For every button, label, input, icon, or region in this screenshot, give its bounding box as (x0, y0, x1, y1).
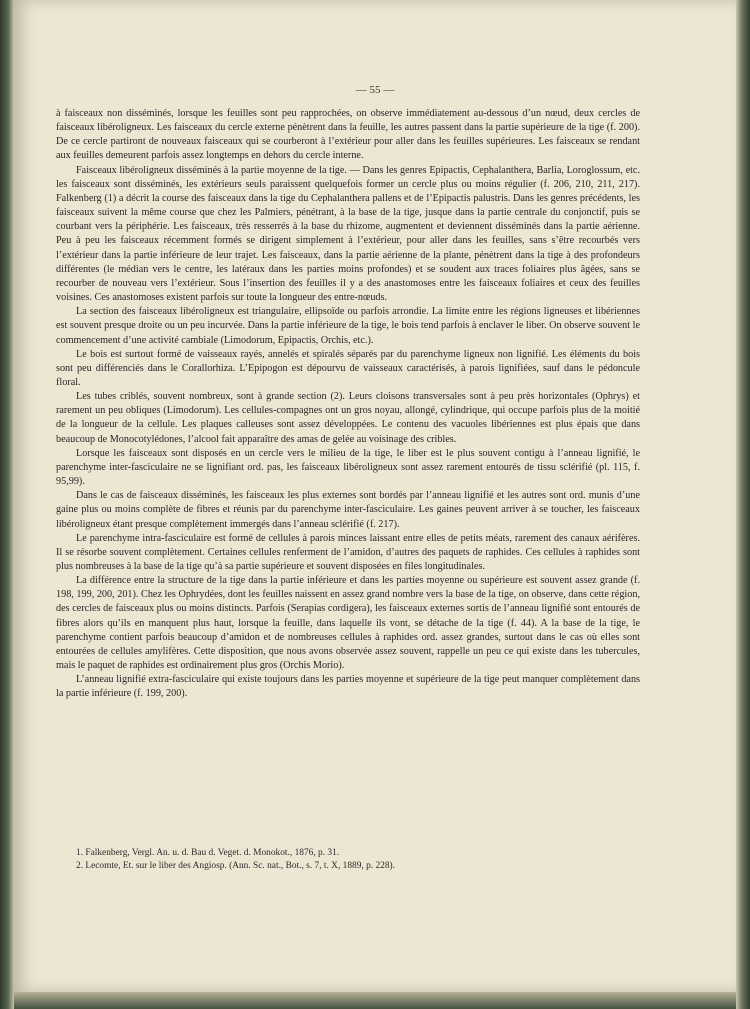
footnote: 2. Lecomte, Et. sur le liber des Angiosp. (Ann. Sc. nat., Bot., s. 7, t. X, 1889, p. 228). (76, 861, 395, 871)
page-number: — 55 — (355, 84, 395, 96)
body-text (56, 107, 640, 702)
book-board-edge (736, 0, 750, 1009)
paragraph: Les tubes criblés, souvent nombreux, sont à grande section (2). Leurs cloisons transversales sont à peu près horizontales (Ophrys) et rarement un peu obliques (Limodorum). Les cellules-compagnes ont un gros noyau, allongé, cylindrique, qui occupe parfois plus de la moitié de la longueur de la cellule. Les plaques calleuses sont assez développées. Le contenu des vacuoles libériennes est plus épais que dans beaucoup de Monocotylédones, l’alcool fait apparaître des amas de gelée au voisinage des cribles. (56, 391, 640, 445)
paragraph: Dans le cas de faisceaux disséminés, les faisceaux les plus externes sont bordés par l’anneau lignifié et les autres sont ord. munis d’une gaine plus ou moins complète de fibres et réunis par du parenchyme inter-fasciculaire. Les gaines peuvent arriver à se toucher, les faisceaux libéroligneux étant presque complètement immergés dans l’anneau sclérifié (f. 217). (56, 490, 640, 530)
paragraph: Lorsque les faisceaux sont disposés en un cercle vers le milieu de la tige, le liber est le plus souvent contigu à l’anneau lignifié, le parenchyme inter-fasciculaire ne se lignifiant ord. pas, les faisceaux libéroligneux sont assez rarement entourés de tissu sclérifié (pl. 115, f. 95,99). (56, 447, 640, 488)
paragraph: Le bois est surtout formé de vaisseaux rayés, annelés et spiralés séparés par du parenchyme ligneux non lignifié. Les éléments du bois sont peu différenciés dans le Corallorhiza. L’Epipogon est dépourvu de vaisseaux caractérisés, à parois lignifiées, sauf dans le pédoncule floral. (56, 348, 640, 388)
paragraph: Le parenchyme intra-fasciculaire est formé de cellules à parois minces laissant entre elles de petits méats, rarement des canaux aérifères. Il se résorbe souvent complètement. Certaines cellules renferment de l’amidon, d’autres des paquets de raphides. Ces cellules à raphides sont plus nombreuses à la base de la tige qu’à sa partie supérieure et souvent disposées en files longitudinales. (56, 532, 640, 572)
book-page (14, 0, 736, 992)
book-bottom-edge (14, 992, 736, 1009)
footnote: 1. Falkenberg, Vergl. An. u. d. Bau d. Veget. d. Monokot., 1876, p. 31. (76, 848, 340, 858)
footnotes (76, 847, 636, 873)
paragraph: Faisceaux libéroligneux disséminés à la partie moyenne de la tige. — Dans les genres Epipactis, Cephalanthera, Barlia, Loroglossum, etc. les faisceaux sont disséminés, les extérieurs seuls paraissent quelquefois former un cercle plus ou moins régulier (f. 206, 210, 211, 217). Falkenberg (1) a décrit la course des faisceaux dans la tige du Cephalanthera pallens et de l’Epipactis palustris. Dans les genres précédents, les faisceaux suivent la même course que chez les Palmiers, pénétrant, à la base de la tige, jusque dans la partie centrale du conjonctif, puis se courbant vers la périphérie. Les faisceaux, très resserrés à la base du rhizome, augmentent et deviennent disséminés dans la partie aérienne. Peu à peu les faisceaux récemment formés se dirigent simplement à l’extérieur, pour aller dans les feuilles, sans s’être recourbés vers l’extérieur dans la partie inférieure de leur trajet. Les faisceaux, dans la partie aérienne de la plante, pénètrent dans la tige à des profondeurs différentes (le médian vers le centre, les latéraux dans les parties moins profondes) et se soudent aux traces foliaires plus âgées, sans se recourber de nouveau vers l’extérieur. Sous l’insertion des feuilles il y a des anastomoses entre les faisceaux foliaires et ceux des feuilles voisines. Ces anastomoses existent parfois sur toute la longueur des entre-nœuds. (56, 164, 640, 304)
book-spine (0, 0, 14, 1009)
paragraph: La section des faisceaux libéroligneux est triangulaire, ellipsoïde ou parfois arrondie. La limite entre les régions ligneuses et libériennes est souvent presque droite ou un peu incurvée. Dans la partie inférieure de la tige, le bois tend parfois à enclaver le liber. On observe souvent le commencement d’une activité cambiale (Limodorum, Epipactis, Orchis, etc.). (56, 306, 640, 346)
paragraph: L’anneau lignifié extra-fasciculaire qui existe toujours dans les parties moyenne et supérieure de la tige peut manquer complètement dans la partie inférieure (f. 199, 200). (56, 674, 640, 700)
paragraph: La différence entre la structure de la tige dans la partie inférieure et dans les parties moyenne ou supérieure est souvent assez grande (f. 198, 199, 200, 201). Chez les Ophrydées, dont les feuilles naissent en assez grand nombre vers la base de la tige, on observe, dans cette région, des cercles de faisceaux plus ou moins distincts. Parfois (Serapias cordigera), les faisceaux externes sortis de l’anneau lignifié sont entourés de fibres alors qu’ils en manquent plus haut, lorsque la feuille, dans laquelle ils vont, se détache de la tige (f. 44). A la base de la tige, le parenchyme contient parfois beaucoup d’amidon et de nombreuses cellules à raphides ord. assez grandes, surtout dans le cas où elles sont entourées de cellules amylifères. Cette disposition, que nous avons observée assez souvent, rappelle un peu ce qui existe dans les tubercules, mais le paquet de raphides est ordinairement plus gros (Orchis Morio). (56, 575, 640, 672)
paragraph: à faisceaux non disséminés, lorsque les feuilles sont peu rapprochées, on observe immédiatement au-dessous d’un nœud, deux cercles de faisceaux libéroligneux. Les faisceaux du cercle externe pénètrent dans la feuille, les autres passent dans la partie supérieure de la tige (f. 200). De ce cercle partiront de nouveaux faisceaux qui se courberont à l’extérieur pour aller dans les feuilles supérieures. Les faisceaux se rendant aux feuilles demeurent parfois assez longtemps en dehors du cercle interne. (56, 108, 640, 162)
